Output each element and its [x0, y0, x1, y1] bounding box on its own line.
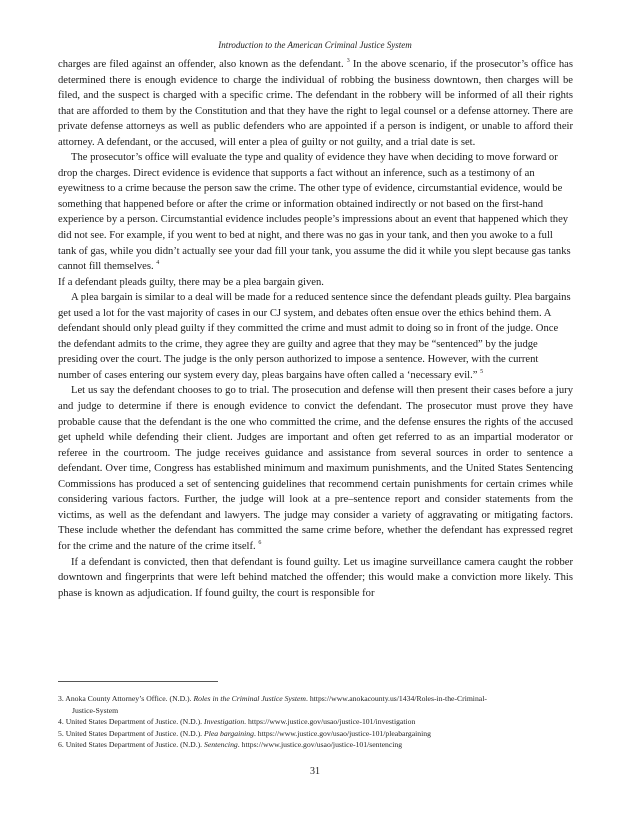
paragraph [58, 383, 573, 554]
footnote-ref[interactable]: 3 [346, 58, 350, 64]
footnote-link[interactable]: . https://www.anokacounty.us/1434/Roles-in-the-Criminal- [305, 694, 487, 703]
paragraph-text: If a defendant pleads guilty, there may be a plea bargain given. [58, 276, 324, 288]
footnote-link[interactable]: . https://www.justice.gov/usao/justice-101/sentencing [237, 740, 403, 750]
footnote-link[interactable]: . https://www.justice.gov/usao/justice-101/pleabargaining [253, 728, 431, 738]
footnotes [58, 693, 578, 751]
paragraph [58, 57, 573, 150]
paragraph [58, 275, 573, 291]
footnote-continuation[interactable]: Justice-System [72, 705, 119, 715]
paragraph [58, 290, 573, 383]
footnote-ref[interactable]: 6 [258, 539, 262, 546]
paragraph [58, 150, 573, 274]
paragraph-text: Let us say the defendant chooses to go to trial. The prosecution and defense will then present their cases before a jury and judge to determine if there is enough evidence to convict the defendant. The prosecutor must prove they have probable cause that the defendant is the one who committed the crime, and the defense ensures the rights of the accused get upheld while defending their client. Judges are important and often get referred to as an impartial moderator or referee in the courtroom. The judge receives guidance and assistance from several sources in order to sentence a defendant. Over time, Congress has established minimum and maximum punishments, and the United States Sentencing Commissions has produced a set of sentencing guidelines that recommend certain punishments for certain crimes while considering various factors. Further, the judge will look at a pre–sentence report and consider statements from the victims, as well as the defendant and lawyers. The judge may consider a variety of aggravating or mitigating factors. These include whether the defendant has committed the same crime before, whether the defendant has expressed regret for the crime and the nature of the crime itself. [58, 385, 573, 552]
footnote: 6. United States Department of Justice. (N.D.). Sentencing. https://www.justice.gov/usao/justice-101/sentencing [58, 740, 403, 750]
paragraph-text: If a defendant is convicted, then that defendant is found guilty. Let us imagine surveillance camera caught the robber downtown and fingerprints that were left behind matched the offender; this would make a conviction more likely. This phase is known as adjudication. If found guilty, the court is responsible for [58, 556, 573, 599]
running-header: Introduction to the American Criminal Justice System [218, 40, 412, 50]
paragraph [58, 555, 573, 602]
footnote: 3. Anoka County Attorney’s Office. (N.D.). Roles in the Criminal Justice System. https://www.anokacounty.us/1434/Roles-in-the-Criminal- [58, 694, 487, 703]
footnote-ref[interactable]: 5 [480, 368, 484, 375]
paragraph-text: charges are filed against an offender, also known as the defendant. [58, 59, 347, 70]
footnote-divider [58, 681, 218, 682]
page-number: 31 [310, 766, 320, 777]
footnote: 4. United States Department of Justice. (N.D.). Investigation. https://www.justice.gov/usao/justice-101/investigation [58, 717, 416, 727]
paragraph-text: The prosecutor’s office will evaluate the type and quality of evidence they have when deciding to move forward or drop the charges. Direct evidence is evidence that supports a fact without an inference, such as a testimony of an eyewitness to a crime because the person saw the crime. The other type of evidence, circumstantial evidence, would be something that happened before or after the crime or information obtained indirectly or not based on the first-hand experience by a person. Circumstantial evidence includes people’s impressions about an event that happened which they did not see. For example, if you went to bed at night, and there was no gas in your tank, and then you awoke to a full tank of gas, while you didn’t actually see your dad fill your tank, you assume the did it while you slept because gas tanks cannot fill themselves. [58, 152, 571, 273]
paragraph-text: In the above scenario, if the prosecutor’s office has determined there is enough evidence to charge the individual of robbing the business downtown, then charges will be filed, and the suspect is charged with a specific crime. The defendant in the robbery will be informed of all their rights that are afforded to them by the Constitution and that they have the right to legal counsel or a defense attorney. There are private defense attorneys as well as public defenders who are appointed if a person is indigent, or unable to afford their attorney. A defendant, or the accused, will enter a plea of guilty or not guilty, and a trial date is set. [58, 59, 573, 148]
footnote: 5. United States Department of Justice. (N.D.). Plea bargaining. https://www.justice.gov/usao/justice-101/pleabargaining [58, 728, 431, 738]
footnote-link[interactable]: . https://www.justice.gov/usao/justice-101/investigation [244, 717, 416, 727]
footnote-ref[interactable]: 4 [156, 260, 160, 267]
body-text [58, 57, 573, 601]
paragraph-text: A plea bargain is similar to a deal will be made for a reduced sentence since the defendant pleads guilty. Plea bargains get used a lot for the vast majority of cases in our CJ system, and debates often ensue over the ethics behind them. A defendant should only plead guilty if they committed the crime and must admit to doing so in front of the judge. Once the defendant admits to the crime, they agree they are guilty and agree that they may be “sentenced” by the judge presiding over the court. The judge is the only person authorized to impose a sentence. However, with the current number of cases entering our system every day, pleas bargains have often called a ‘necessary evil.” [58, 292, 571, 381]
